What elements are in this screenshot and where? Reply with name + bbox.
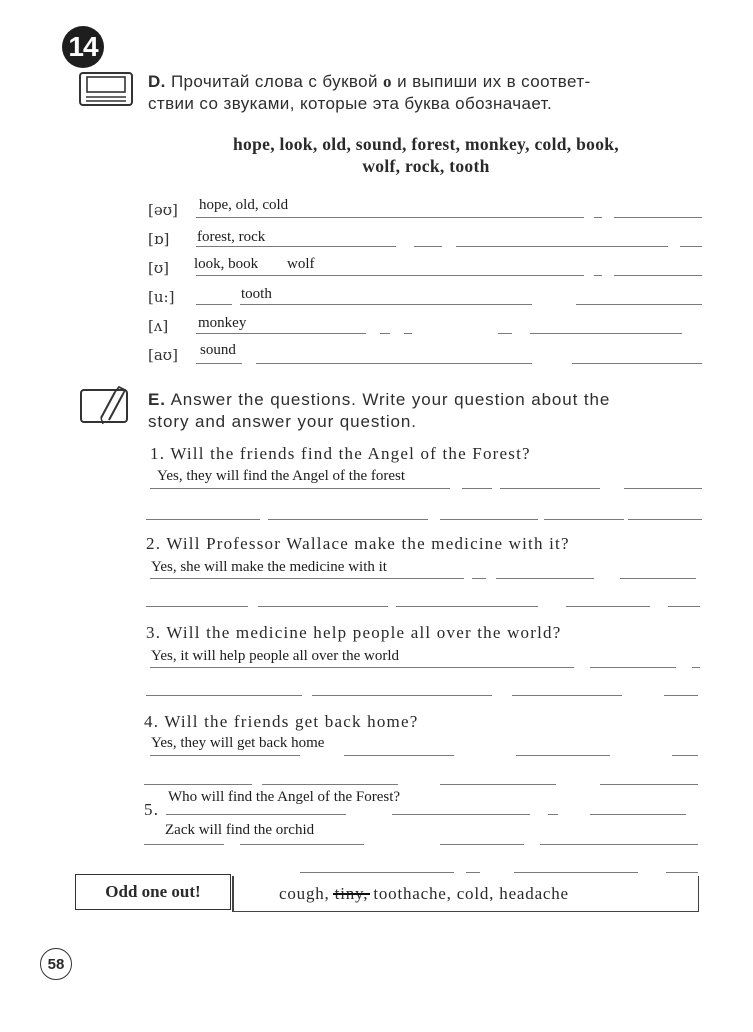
question — [150, 444, 531, 464]
task-e-line2: story and answer your question. — [148, 412, 417, 431]
question-text: Will the medicine help people all over the world? — [166, 623, 562, 642]
odd-one-out-label: Odd one out! — [105, 882, 201, 901]
sound-answer: hope, old, cold — [199, 197, 289, 213]
odd-words-before: cough, — [279, 884, 330, 903]
sound-label: [ɒ] — [148, 230, 170, 248]
sound-answer-extra: wolf — [287, 256, 315, 272]
question-number: 1. — [150, 444, 166, 463]
odd-one-out-words — [279, 884, 569, 904]
question-text: Will the friends get back home? — [164, 712, 419, 731]
question-text: Will the friends find the Angel of the Forest? — [170, 444, 531, 463]
word-list — [150, 133, 702, 177]
sound-label: [ʊ] — [148, 259, 170, 277]
question — [146, 623, 561, 643]
sound-label: [ʌ] — [148, 317, 169, 335]
odd-one-out-words-box — [232, 876, 699, 912]
question — [144, 712, 418, 732]
crossed-out-word: tiny, — [334, 884, 369, 903]
answer: Zack will find the orchid — [165, 822, 315, 838]
task-e-letter: E. — [148, 390, 166, 409]
task-d-key-letter: o — [383, 72, 392, 91]
task-e-instruction — [148, 389, 713, 433]
sound-label: [aʊ] — [148, 346, 178, 364]
question — [146, 534, 570, 554]
task-d-line1-end: и выпиши их в соответ- — [397, 72, 591, 91]
word-list-line1: hope, look, old, sound, forest, monkey, cold, book, — [233, 134, 619, 154]
task-d-line1: Прочитай слова с буквой — [170, 72, 378, 91]
answer: Yes, she will make the medicine with it — [151, 559, 387, 575]
odd-one-out-label-box — [75, 874, 231, 910]
question-number: 2. — [146, 534, 162, 553]
sound-answer: tooth — [241, 286, 272, 302]
question-text: Will Professor Wallace make the medicine with it? — [166, 534, 570, 553]
question-text-handwritten: Who will find the Angel of the Forest? — [168, 789, 401, 805]
question-number: 4. — [144, 712, 160, 731]
question-number: 3. — [146, 623, 162, 642]
sound-label: [əʊ] — [148, 201, 178, 219]
sound-answer: forest, rock — [197, 229, 266, 245]
task-e-line1: Answer the questions. Write your question about the — [170, 390, 611, 409]
pencil-writing-icon — [79, 386, 137, 426]
odd-words-after: toothache, cold, headache — [373, 884, 569, 903]
computer-icon — [78, 72, 136, 108]
sound-answer: monkey — [198, 315, 247, 331]
word-list-line2: wolf, rock, tooth — [362, 156, 490, 176]
question-number-5: 5. — [144, 800, 160, 819]
answer: Yes, they will get back home — [151, 735, 325, 751]
task-d-letter: D. — [148, 72, 166, 91]
lesson-number-badge: 14 — [62, 26, 104, 68]
page-number: 58 — [40, 948, 72, 980]
answer: Yes, they will find the Angel of the forest — [157, 468, 406, 484]
sound-answer: sound — [200, 342, 236, 358]
sound-label: [u:] — [148, 288, 175, 306]
task-d-line2: ствии со звуками, которые эта буква обозначает. — [148, 94, 553, 113]
task-d-instruction — [148, 71, 708, 115]
sound-answer: look, book — [194, 256, 259, 272]
answer: Yes, it will help people all over the world — [151, 648, 400, 664]
